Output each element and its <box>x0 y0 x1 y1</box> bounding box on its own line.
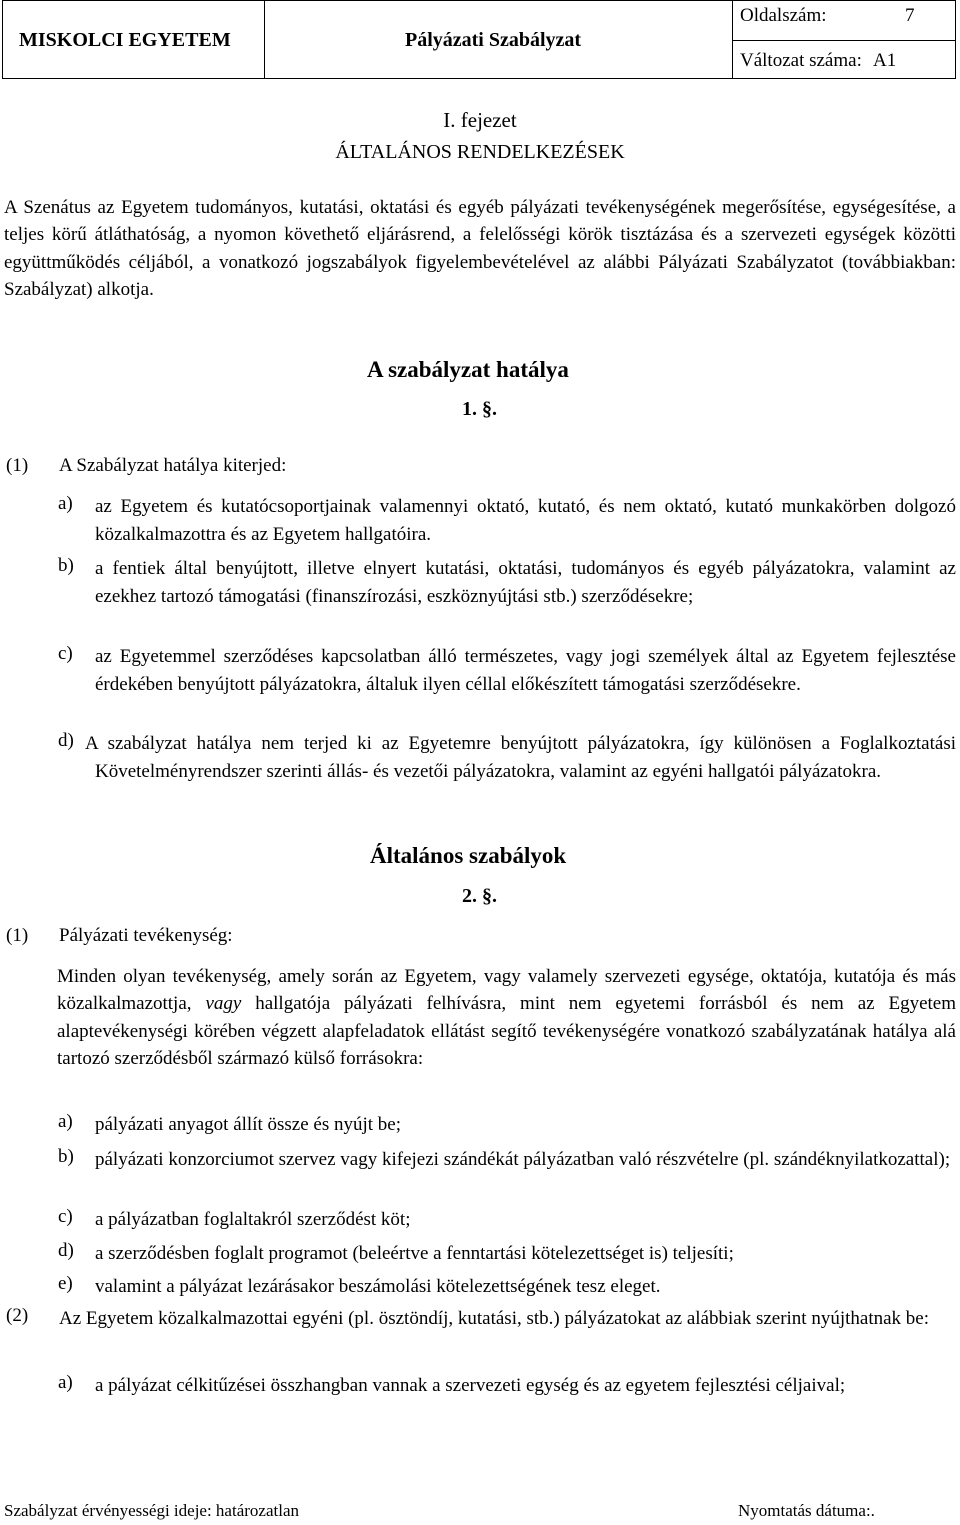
list-item-marker: b) <box>58 555 74 576</box>
list-item-marker: d) <box>58 1240 74 1261</box>
list-item: az Egyetem és kutatócsoportjainak valamennyi oktató, kutató, és nem oktató, kutató munkakörben dolgozó közalkalmazottra és az Egyetem hallgatóira. <box>95 496 956 545</box>
footer-print-date: Nyomtatás dátuma:. <box>738 1501 875 1520</box>
list-item: pályázati anyagot állít össze és nyújt be; <box>95 1114 402 1135</box>
list-item: a pályázat célkitűzései összhangban vannak a szervezeti egység és az egyetem fejlesztési céljaival; <box>95 1375 846 1396</box>
version-number: A1 <box>873 50 897 71</box>
body-text: hallgatója pályázati felhívásra, mint nem egyetemi forrásból és nem az Egyetem alaptevékenységi körében végzett alapfeladatok ellátást segítő tevékenységére vonatkozó szabályzatának hatálya alá tartozó szerződésből származó külső forrásokra: <box>57 993 957 1070</box>
footer-validity: Szabályzat érvényességi ideje: határozatlan <box>4 1501 299 1520</box>
list-item: pályázati konzorciumot szervez vagy kifejezi szándékát pályázatban való részvételre (pl. szándéknyilatkozattal); <box>95 1149 951 1170</box>
page-number: 7 <box>905 5 915 26</box>
section2-p1-text: Pályázati tevékenység: <box>59 925 233 946</box>
section2-p2-marker: (2) <box>6 1305 29 1326</box>
page-number-label: Oldalszám: <box>740 5 827 26</box>
list-item: a fentiek által benyújtott, illetve elnyert kutatási, oktatási, tudományos és egyéb pályázatokra, valamint az ezekhez tartozó támogatási (finanszírozási, eszköznyújtási stb.) szerződésekre; <box>95 558 956 607</box>
header-meta-cell <box>733 1 955 78</box>
section2-p1-body <box>57 963 956 1073</box>
list-item-marker: d) <box>58 730 74 751</box>
preamble-paragraph: A Szenátus az Egyetem tudományos, kutatási, oktatási és egyéb pályázati tevékenységének megerősítése, egységesítése, a teljes körű átláthatóság, a nyomon követhető eljárásrend, a felelősségi körök tisztázása és a szervezeti egységek közötti együttműködés céljából, a vonatkozó jogszabályok figyelembevételével az alábbi Pályázati Szabályzatot (továbbiakban: Szabályzat) alkotja. <box>4 197 956 300</box>
section1-number: 1. §. <box>462 398 497 420</box>
version-label: Változat száma: <box>740 50 862 71</box>
document-header <box>2 0 956 79</box>
university-name: MISKOLCI EGYETEM <box>19 29 231 51</box>
section1-title: A szabályzat hatálya <box>367 357 569 382</box>
list-item: A szabályzat hatálya nem terjed ki az Egyetemre benyújtott pályázatokra, így különösen a Foglalkoztatási Követelményrendszer szerinti állás- és vezetői pályázatokra, valamint az egyéni hallgatói pályázatokra. <box>85 733 956 782</box>
section2-number: 2. §. <box>462 885 497 907</box>
chapter-title: ÁLTALÁNOS RENDELKEZÉSEK <box>335 141 625 163</box>
list-item-marker: c) <box>58 643 73 664</box>
list-item-marker: a) <box>58 1372 73 1393</box>
list-item: a pályázatban foglaltakról szerződést köt; <box>95 1209 411 1230</box>
chapter-number: I. fejezet <box>443 108 517 132</box>
section1-p1-text: A Szabályzat hatálya kiterjed: <box>59 455 287 476</box>
header-title-cell <box>265 1 733 78</box>
document-title: Pályázati Szabályzat <box>405 29 582 51</box>
list-item: a szerződésben foglalt programot (beleértve a fenntartási kötelezettséget is) teljesíti; <box>95 1243 734 1264</box>
list-item-marker: c) <box>58 1206 73 1227</box>
header-university-cell <box>3 1 265 78</box>
list-item: az Egyetemmel szerződéses kapcsolatban álló természetes, vagy jogi személyek által az Egyetem fejlesztése érdekében benyújtott pályázatokra, általuk ilyen céllal előkészített támogatási szerződésekre. <box>95 646 956 695</box>
list-item-marker: a) <box>58 1111 73 1132</box>
section2-title: Általános szabályok <box>370 843 567 868</box>
list-item: valamint a pályázat lezárásakor beszámolási kötelezettségének tesz eleget. <box>95 1276 661 1297</box>
list-item-marker: e) <box>58 1273 73 1294</box>
section2-p1-marker: (1) <box>6 925 29 946</box>
section1-p1-marker: (1) <box>6 455 29 476</box>
header-divider <box>733 40 955 41</box>
list-item-marker: b) <box>58 1146 74 1167</box>
list-item-marker: a) <box>58 493 73 514</box>
body-text: Minden olyan tevékenység, amely során az Egyetem, vagy valamely szervezeti egysége, oktatója, kutatója és más közalkalmazottja, <box>57 966 956 1015</box>
body-text-italic: vagy <box>205 993 242 1015</box>
section2-p2-text: Az Egyetem közalkalmazottai egyéni (pl. ösztöndíj, kutatási, stb.) pályázatokat az alábbiak szerint nyújthatnak be: <box>59 1308 930 1329</box>
